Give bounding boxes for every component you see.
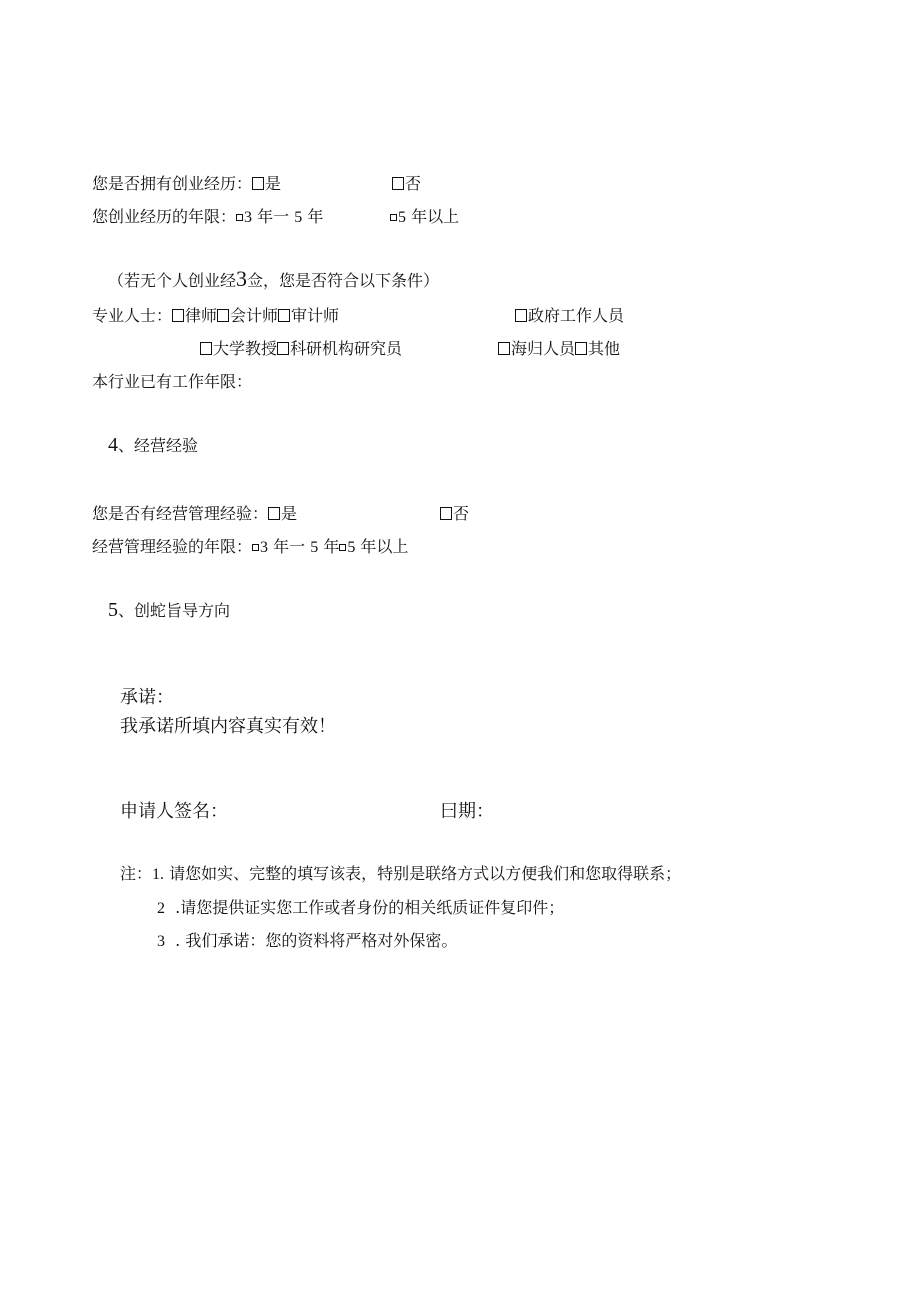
conditions-note-prefix: （若无个人创业经	[108, 271, 237, 290]
startup-years-option2	[390, 207, 459, 228]
industry-years-row	[92, 372, 252, 392]
startup-experience-label: 您是否拥有创业经历：	[92, 174, 253, 193]
professional-row	[92, 306, 339, 326]
management-experience-label: 您是否有经营管理经验：	[92, 504, 269, 523]
startup-yes-label: 是	[265, 174, 282, 193]
accountant-label: 会计师	[230, 306, 279, 325]
note-1-num: 1.	[152, 866, 165, 883]
returnee-label: 海归人员	[511, 339, 576, 358]
management-years-row	[92, 537, 408, 558]
checkbox-other[interactable]	[575, 342, 587, 355]
checkbox-auditor[interactable]	[278, 309, 290, 322]
note-3-text: . 我们承诺：您的资料将严格对外保密。	[175, 931, 458, 950]
checkbox-returnee[interactable]	[498, 342, 510, 355]
checkbox-startup-years-3-5[interactable]	[236, 214, 243, 221]
checkbox-professor[interactable]	[200, 342, 212, 355]
government-option	[515, 306, 624, 326]
checkbox-accountant[interactable]	[217, 309, 229, 322]
note-2	[157, 898, 564, 919]
date-label: 曰期：	[440, 801, 494, 822]
lawyer-label: 律师	[185, 306, 218, 325]
startup-no-option	[392, 174, 421, 194]
startup-years-row	[92, 207, 323, 228]
checkbox-startup-no[interactable]	[392, 177, 404, 190]
startup-opt1-num2: 5	[294, 209, 303, 226]
note-2-num: 2	[157, 900, 165, 917]
note-1-text: 请您如实、完整的填写该表，特别是联络方式以方便我们和您取得联系；	[169, 864, 682, 883]
startup-no-label: 否	[405, 174, 422, 193]
checkbox-management-years-5plus[interactable]	[339, 544, 346, 551]
startup-experience-row	[92, 174, 281, 194]
management-experience-row	[92, 504, 297, 524]
other-label: 其他	[588, 339, 621, 358]
professional-label: 专业人士：	[92, 306, 173, 325]
checkbox-lawyer[interactable]	[172, 309, 184, 322]
note-3	[157, 931, 457, 952]
returnee-other-options	[498, 339, 620, 359]
conditions-note-suffix: 佥，您是否符合以下条件）	[247, 271, 440, 290]
section-5-heading	[108, 600, 230, 621]
management-opt1-text2: 年	[323, 537, 340, 556]
pledge-text: 我承诺所填内容真实有效！	[120, 716, 336, 737]
startup-opt1-text2: 年	[307, 207, 324, 226]
section-5-number: 5	[108, 599, 118, 621]
auditor-label: 审计师	[291, 306, 340, 325]
section-4-heading	[108, 435, 198, 456]
startup-opt1-num: 3	[244, 209, 253, 226]
checkbox-management-no[interactable]	[440, 507, 452, 520]
checkbox-startup-years-5plus[interactable]	[390, 214, 397, 221]
note-3-num: 3	[157, 933, 165, 950]
management-yes-label: 是	[281, 504, 298, 523]
startup-opt1-text: 年一	[257, 207, 290, 226]
professional-row-2	[200, 339, 402, 359]
section-4-title: 、经营经验	[118, 436, 199, 455]
applicant-signature-label: 申请人签名：	[120, 801, 228, 822]
industry-years-label: 本行业已有工作年限：	[92, 372, 253, 391]
management-opt1-num2: 5	[310, 539, 319, 556]
government-label: 政府工作人员	[528, 306, 625, 325]
section-5-title: 、创蛇旨导方向	[118, 601, 231, 620]
note-1	[120, 864, 681, 885]
professor-label: 大学教授	[213, 339, 278, 358]
checkbox-management-years-3-5[interactable]	[252, 544, 259, 551]
notes-prefix: 注：	[120, 864, 153, 883]
startup-opt2-text: 年以上	[411, 207, 460, 226]
management-no-option	[440, 504, 469, 524]
checkbox-research[interactable]	[277, 342, 289, 355]
checkbox-government[interactable]	[515, 309, 527, 322]
note-2-text: .请您提供证实您工作或者身份的相关纸质证件复印件；	[175, 898, 565, 917]
management-opt1-num: 3	[260, 539, 269, 556]
management-opt1-text: 年一	[273, 537, 306, 556]
management-no-label: 否	[453, 504, 470, 523]
management-opt2-num: 5	[347, 539, 356, 556]
checkbox-management-yes[interactable]	[268, 507, 280, 520]
startup-years-label: 您创业经历的年限：	[92, 207, 237, 226]
management-opt2-text: 年以上	[360, 537, 409, 556]
section-4-number: 4	[108, 434, 118, 456]
conditions-note	[108, 266, 440, 291]
management-years-label: 经营管理经验的年限：	[92, 537, 253, 556]
conditions-note-num: 3	[236, 266, 248, 291]
pledge-title: 承诺：	[120, 687, 174, 708]
checkbox-startup-yes[interactable]	[252, 177, 264, 190]
startup-opt2-num: 5	[398, 209, 406, 226]
research-label: 科研机构研究员	[290, 339, 403, 358]
